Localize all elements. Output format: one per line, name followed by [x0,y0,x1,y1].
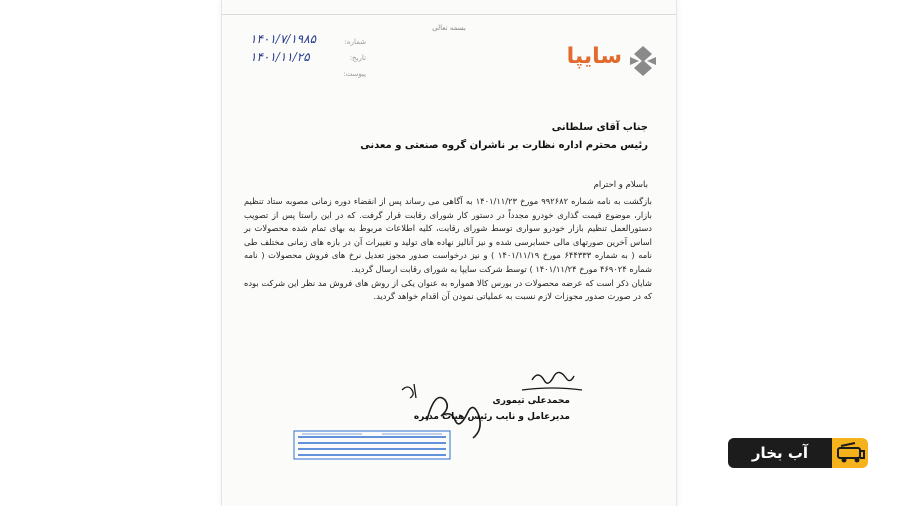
signatory-title: مدیرعامل و نایب رئیس هیات مدیره [413,412,570,422]
company-logo [542,40,662,82]
brand-icon-box [832,438,868,468]
logo-text: سایپا [566,44,622,69]
reference-date: ۱۴۰۱/۱۱/۲۵ [250,50,310,64]
recipient-name: جناب آقای سلطانی [551,122,648,133]
body-paragraph-2: شایان ذکر است که عرضه محصولات در بورس کالا همواره به عنوان یکی از روش های فروش مد نظر این شرکت بوده که در صورت صدور مجوزات لازم نسبت به عملیاتی نمودن آن اقدام خواهد گردید. [244,277,652,302]
reference-block [242,30,372,80]
number-label: شماره: [344,38,366,46]
letter-page [222,0,676,506]
saipa-logo-icon [626,44,660,78]
letter-header-small: بسمه تعالی [432,24,466,32]
recipient-title: رئیس محترم اداره نظارت بر ناشران گروه صنعتی و معدنی [360,140,648,151]
brand-badge [728,438,868,468]
brand-text: آب بخار [728,438,832,468]
recipient-block [360,122,648,151]
greeting: باسلام و احترام [593,180,648,190]
company-stamp [292,425,452,465]
fire-truck-icon [832,438,868,468]
attachment-label: پیوست: [343,70,366,78]
top-border-line [222,14,676,15]
body-paragraph-1: بازگشت به نامه شماره ۹۹۲۶۸۲ مورخ ۱۴۰۱/۱۱/۲۳ به آگاهی می رساند پس از انقضاء دوره زمانی مصوبه ستاد تنظیم بازار، موضوع قیمت گذاری خودرو مجدداً در دستور کار شورای رقابت قرار گرفت. که در این راستا پس از تصویب دستورالعمل تنظیم بازار خودرو سواری توسط شورای رقابت، کلیه اطلاعات مربوط به بهای تمام شده محصولات بر اساس آخرین صورتهای مالی حسابرسی شده و نیز آنالیز نهاده های تولید و تغییرات آن در بازه های زمانی مختلف طی نامه ( به شماره ۶۴۴۳۳۳ مورخ ۱۴۰۱/۱۱/۱۹ ) و نیز درخواست صدور مجوز تعدیل نرخ های فروش محصولات ( نامه شماره ۴۶۹۰۲۴ مورخ ۱۴۰۱/۱۱/۲۴ ) توسط شرکت سایپا به شورای رقابت ارسال گردید. [244,196,652,274]
reference-number: ۱۴۰۱/۷/۱۹۸۵ [250,32,317,46]
signatory-name: محمدعلی تیموری [492,396,570,406]
date-label: تاریخ: [349,54,366,62]
letter-body [244,195,652,304]
